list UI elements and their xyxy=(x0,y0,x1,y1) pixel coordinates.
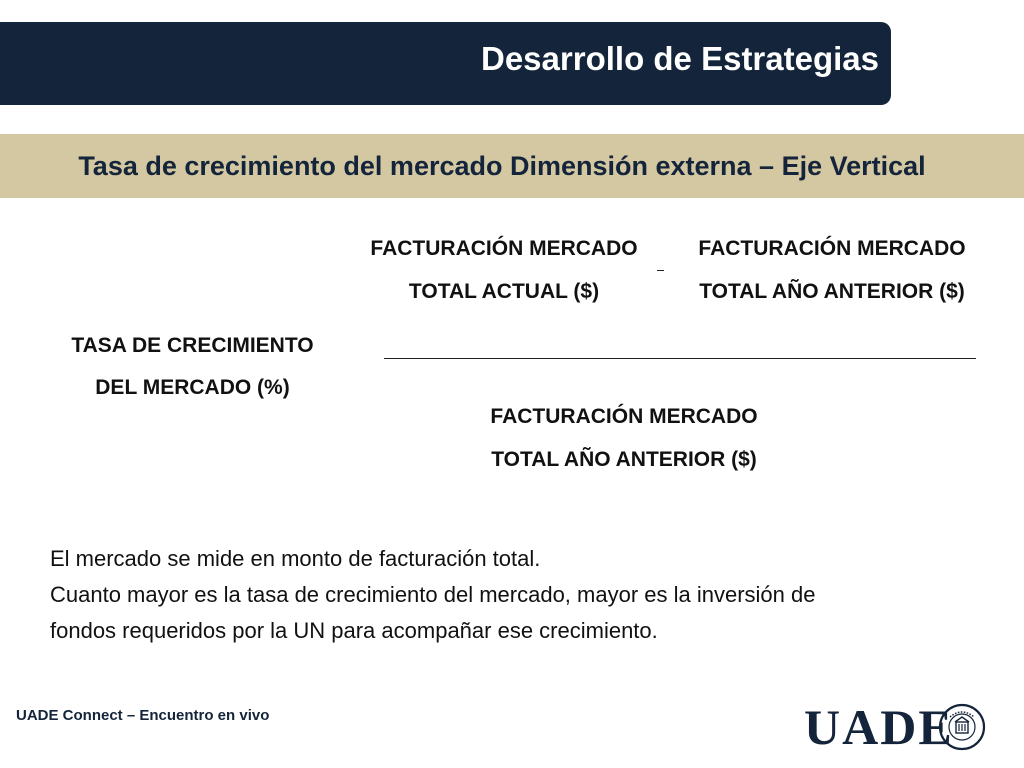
slide-title: Desarrollo de Estrategias xyxy=(481,40,879,77)
numerator-right-line1: FACTURACIÓN MERCADO xyxy=(698,237,966,260)
denominator-line1: FACTURACIÓN MERCADO xyxy=(490,405,758,428)
title-bar xyxy=(0,22,891,105)
numerator-left-line1: FACTURACIÓN MERCADO xyxy=(370,237,638,260)
numerator-right-line2: TOTAL AÑO ANTERIOR ($) xyxy=(699,280,965,303)
footer-text: UADE Connect – Encuentro en vivo xyxy=(16,707,270,724)
numerator-left-line2: TOTAL ACTUAL ($) xyxy=(408,280,600,303)
subtitle-band xyxy=(0,134,1024,198)
fundacion-uade-seal-icon xyxy=(938,703,986,751)
slide-subtitle: Tasa de crecimiento del mercado Dimensión externa – Eje Vertical xyxy=(78,151,926,181)
fraction-line xyxy=(384,358,976,359)
formula-label-line1: TASA DE CRECIMIENTO xyxy=(71,334,314,357)
explanation-line-3: fondos requeridos por la UN para acompañar ese crecimiento. xyxy=(50,618,658,643)
explanation-text xyxy=(50,541,990,649)
formula-label-line2: DEL MERCADO (%) xyxy=(95,376,290,399)
minus-operator xyxy=(657,270,664,271)
denominator-line2: TOTAL AÑO ANTERIOR ($) xyxy=(491,448,757,471)
explanation-line-1: El mercado se mide en monto de facturación total. xyxy=(50,546,541,571)
explanation-line-2: Cuanto mayor es la tasa de crecimiento del mercado, mayor es la inversión de xyxy=(50,582,816,607)
uade-logo: UADE xyxy=(804,699,954,755)
